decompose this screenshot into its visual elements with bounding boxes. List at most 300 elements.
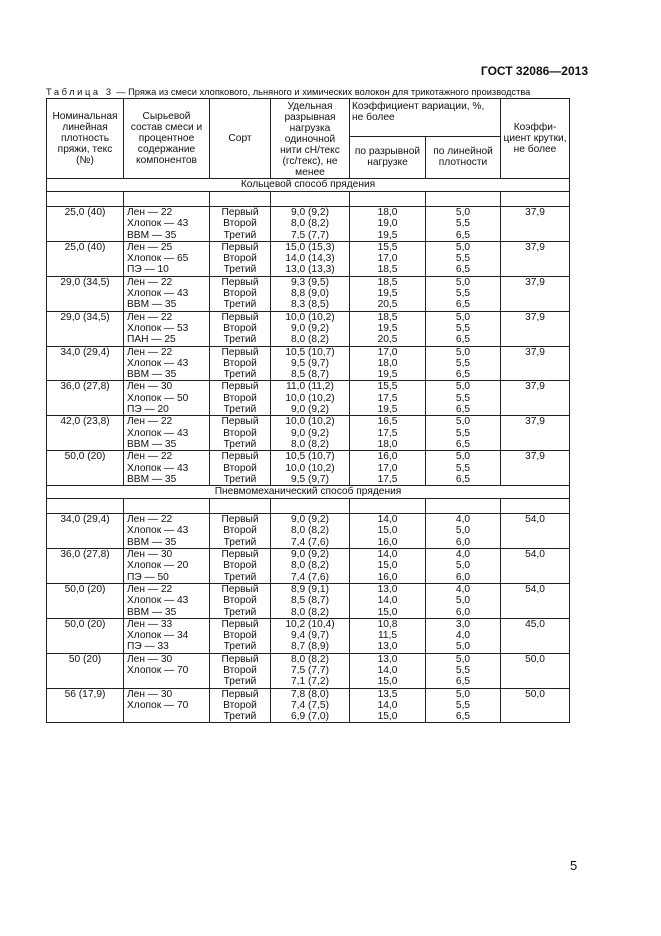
table-row [47,688,570,723]
var-density-line: 5,5 [455,322,471,334]
composition-line: ПЭ — 20 [127,404,169,416]
grade-line: Второй [223,664,257,676]
load-line: 9,0 (9,2) [291,427,329,439]
var-load-line: 15,5 [377,241,398,253]
table-row [47,451,570,486]
twist-cell: 50,0 [501,653,570,688]
composition-line: Лен — 22 [127,311,173,323]
density-cell: 42,0 (23,8) [47,416,124,451]
table-row [47,583,570,618]
var-density-cell [426,416,501,451]
load-cell [271,207,350,242]
var-density-line: 5,0 [455,653,471,665]
var-density-cell [426,451,501,486]
twist-cell: 54,0 [501,549,570,584]
var-density-line: 6,5 [455,473,471,485]
load-line: 8,0 (8,2) [291,653,329,665]
table-row [47,346,570,381]
load-line: 7,4 (7,6) [291,536,329,548]
grade-cell [210,241,271,276]
var-density-line: 5,0 [455,381,471,393]
grade-line: Второй [223,392,257,404]
load-line: 10,5 (10,7) [285,346,335,358]
composition-cell [124,514,210,549]
load-line: 9,0 (9,2) [291,207,329,218]
var-load-line: 15,0 [377,560,398,572]
composition-line: Хлопок — 34 [127,630,189,642]
load-line: 10,2 (10,4) [285,618,335,630]
yarn-table [46,98,570,723]
composition-line: Хлопок — 53 [127,322,189,334]
grade-cell [210,451,271,486]
var-density-line: 5,0 [455,525,471,537]
grade-line: Третий [223,404,257,416]
grade-line: Второй [223,253,257,265]
load-line: 10,5 (10,7) [285,451,335,463]
var-load-cell [350,381,426,416]
composition-cell [124,583,210,618]
var-density-cell [426,276,501,311]
grade-line: Первый [221,451,259,463]
grade-line: Первый [221,346,259,358]
composition-line: ВВМ — 35 [127,299,177,311]
var-load-line: 14,0 [377,664,398,676]
spacer-cell [501,192,570,207]
grade-line: Первый [221,583,259,595]
spacer-row [47,499,570,514]
twist-cell: 37,9 [501,346,570,381]
composition-line: Лен — 22 [127,416,173,428]
composition-cell [124,653,210,688]
composition-line: Лен — 22 [127,276,173,288]
composition-line: ВВМ — 35 [127,473,177,485]
var-density-cell [426,311,501,346]
twist-cell: 37,9 [501,207,570,242]
load-line: 9,5 (9,7) [291,473,329,485]
load-cell [271,514,350,549]
header-grade: Сорт [210,99,271,179]
var-load-cell [350,241,426,276]
var-load-line: 16,5 [377,416,398,428]
load-cell [271,276,350,311]
table-caption-text: — Пряжа из смеси хлопкового, льняного и химических волокон для трикотажного производства [113,87,531,97]
grade-cell [210,514,271,549]
var-load-line: 16,0 [377,536,398,548]
var-density-line: 3,0 [455,618,471,630]
var-density-line: 5,0 [455,346,471,358]
table-body [47,179,570,723]
var-density-line: 6,0 [455,536,471,548]
var-density-line: 5,0 [455,207,471,218]
var-density-line: 6,0 [455,571,471,583]
var-load-line: 19,5 [377,404,398,416]
load-cell [271,688,350,723]
var-load-cell [350,311,426,346]
var-density-line: 5,5 [455,218,471,230]
grade-line: Второй [223,699,257,711]
grade-line: Второй [223,322,257,334]
composition-line: Хлопок — 20 [127,560,189,572]
composition-line: Лен — 33 [127,618,173,630]
load-line: 7,5 (7,7) [291,664,329,676]
header-twist: Коэффи- циент крутки, не более [501,99,570,179]
spacer-cell [426,192,501,207]
spacer-row [47,192,570,207]
var-load-line: 18,0 [377,207,398,218]
grade-line: Первый [221,618,259,630]
composition-line: Хлопок — 43 [127,357,189,369]
load-line: 9,0 (9,2) [291,322,329,334]
table-row [47,207,570,242]
grade-line: Третий [223,299,257,311]
grade-cell [210,311,271,346]
composition-cell [124,416,210,451]
composition-line: Лен — 30 [127,549,173,561]
var-load-cell [350,618,426,653]
var-load-cell [350,514,426,549]
var-load-line: 14,0 [377,699,398,711]
var-density-line: 5,0 [455,311,471,323]
spacer-cell [501,499,570,514]
var-density-line: 4,0 [455,514,471,526]
var-load-line: 17,5 [377,427,398,439]
var-load-line: 15,0 [377,711,398,723]
var-density-line: 5,0 [455,641,471,653]
var-density-cell [426,514,501,549]
var-density-line: 5,5 [455,253,471,265]
composition-line: Лен — 30 [127,381,173,393]
var-density-cell [426,207,501,242]
load-line: 8,0 (8,2) [291,438,329,450]
density-cell: 25,0 (40) [47,241,124,276]
composition-line: Хлопок — 70 [127,664,189,676]
composition-cell [124,207,210,242]
composition-line: ВВМ — 35 [127,606,177,618]
twist-cell: 54,0 [501,583,570,618]
grade-line: Второй [223,630,257,642]
density-cell: 36,0 (27,8) [47,381,124,416]
load-line: 7,1 (7,2) [291,676,329,688]
load-cell [271,549,350,584]
document-code: ГОСТ 32086—2013 [480,64,588,78]
grade-line: Первый [221,276,259,288]
composition-line: Хлопок — 43 [127,525,189,537]
grade-cell [210,381,271,416]
var-load-line: 19,5 [377,369,398,381]
composition-line: Хлопок — 43 [127,595,189,607]
grade-line: Третий [223,369,257,381]
load-line: 9,0 (9,2) [291,404,329,416]
grade-cell [210,416,271,451]
grade-cell [210,346,271,381]
load-line: 8,0 (8,2) [291,560,329,572]
var-load-line: 20,5 [377,299,398,311]
grade-cell [210,549,271,584]
grade-line: Третий [223,473,257,485]
table-caption-label: Таблица 3 [46,87,114,97]
header-load: Удельная разрывная нагрузка одиночной нити сН/текс (гс/текс), не менее [271,99,350,179]
var-density-cell [426,241,501,276]
density-cell: 29,0 (34,5) [47,311,124,346]
composition-line: Хлопок — 50 [127,392,189,404]
var-density-line: 5,5 [455,427,471,439]
composition-line: Лен — 30 [127,653,173,665]
var-density-line: 5,0 [455,595,471,607]
density-cell: 36,0 (27,8) [47,549,124,584]
load-line: 8,5 (8,7) [291,595,329,607]
composition-line: Хлопок — 70 [127,699,189,711]
density-cell: 56 (17,9) [47,688,124,723]
load-line: 9,4 (9,7) [291,630,329,642]
var-load-cell [350,688,426,723]
var-density-cell [426,549,501,584]
var-load-cell [350,207,426,242]
var-load-line: 17,5 [377,392,398,404]
load-line: 8,0 (8,2) [291,334,329,346]
grade-line: Первый [221,653,259,665]
var-load-cell [350,653,426,688]
var-load-line: 19,0 [377,218,398,230]
grade-line: Второй [223,218,257,230]
composition-line: ВВМ — 35 [127,536,177,548]
grade-line: Первый [221,688,259,700]
var-density-line: 5,0 [455,688,471,700]
composition-line: ПЭ — 33 [127,641,169,653]
grade-line: Первый [221,514,259,526]
var-load-cell [350,346,426,381]
composition-line: Хлопок — 43 [127,218,189,230]
composition-line: Хлопок — 43 [127,288,189,300]
var-density-line: 6,5 [455,404,471,416]
spacer-cell [350,499,426,514]
twist-cell: 37,9 [501,241,570,276]
var-density-cell [426,346,501,381]
load-line: 7,4 (7,6) [291,571,329,583]
load-line: 8,0 (8,2) [291,218,329,230]
grade-line: Третий [223,641,257,653]
section-header-row [47,486,570,499]
twist-cell: 37,9 [501,416,570,451]
var-load-cell [350,276,426,311]
grade-line: Третий [223,264,257,276]
var-load-line: 19,5 [377,322,398,334]
density-cell: 29,0 (34,5) [47,276,124,311]
grade-line: Первый [221,241,259,253]
var-load-line: 13,0 [377,653,398,665]
grade-line: Третий [223,606,257,618]
var-density-line: 5,5 [455,357,471,369]
table-row [47,276,570,311]
var-density-line: 5,0 [455,276,471,288]
twist-cell: 37,9 [501,381,570,416]
twist-cell: 54,0 [501,514,570,549]
grade-cell [210,688,271,723]
load-line: 8,0 (8,2) [291,606,329,618]
grade-line: Первый [221,381,259,393]
var-density-line: 5,0 [455,451,471,463]
composition-cell [124,451,210,486]
twist-cell: 45,0 [501,618,570,653]
grade-line: Второй [223,595,257,607]
var-load-line: 15,0 [377,525,398,537]
composition-cell [124,241,210,276]
spacer-cell [124,192,210,207]
load-cell [271,346,350,381]
var-load-line: 17,0 [377,346,398,358]
var-density-line: 5,0 [455,560,471,572]
table-row [47,514,570,549]
var-load-line: 18,5 [377,264,398,276]
twist-cell: 37,9 [501,311,570,346]
var-load-line: 13,0 [377,583,398,595]
var-density-line: 4,0 [455,583,471,595]
grade-line: Третий [223,676,257,688]
composition-cell [124,618,210,653]
var-load-line: 16,0 [377,571,398,583]
load-cell [271,618,350,653]
grade-line: Третий [223,711,257,723]
var-density-line: 6,0 [455,606,471,618]
var-load-line: 20,5 [377,334,398,346]
grade-line: Первый [221,207,259,218]
var-density-cell [426,653,501,688]
section-title: Кольцевой способ прядения [47,179,570,192]
header-var-density: по линейной плотности [426,136,501,178]
grade-cell [210,653,271,688]
table-row [47,241,570,276]
density-cell: 34,0 (29,4) [47,346,124,381]
var-load-line: 17,0 [377,253,398,265]
spacer-cell [124,499,210,514]
load-cell [271,311,350,346]
grade-line: Второй [223,525,257,537]
composition-line: ПАН — 25 [127,334,176,346]
grade-line: Второй [223,357,257,369]
load-cell [271,583,350,618]
load-line: 9,5 (9,7) [291,357,329,369]
composition-line: Лен — 30 [127,688,173,700]
var-density-cell [426,688,501,723]
var-density-line: 5,0 [455,241,471,253]
load-line: 13,0 (13,3) [285,264,335,276]
composition-cell [124,346,210,381]
table-row [47,311,570,346]
grade-line: Второй [223,462,257,474]
composition-line: Лен — 22 [127,514,173,526]
load-line: 9,3 (9,5) [291,276,329,288]
load-cell [271,451,350,486]
header-density: Номинальная линейная плотность пряжи, текс (№) [47,99,124,179]
spacer-cell [271,499,350,514]
grade-line: Третий [223,334,257,346]
var-density-line: 5,5 [455,392,471,404]
load-line: 8,8 (9,0) [291,288,329,300]
var-load-line: 17,5 [377,473,398,485]
var-density-cell [426,618,501,653]
spacer-cell [426,499,501,514]
load-line: 11,0 (11,2) [286,381,334,393]
composition-line: ПЭ — 50 [127,571,169,583]
var-load-line: 18,5 [377,276,398,288]
composition-line: Лен — 22 [127,207,173,218]
load-line: 10,0 (10,2) [285,392,335,404]
load-line: 14,0 (14,3) [285,253,335,265]
load-line: 9,0 (9,2) [291,514,329,526]
header-composition: Сырьевой состав смеси и процентное содержание компонентов [124,99,210,179]
composition-cell [124,276,210,311]
var-load-line: 11,5 [377,630,398,642]
var-load-line: 15,0 [377,606,398,618]
grade-cell [210,207,271,242]
density-cell: 25,0 (40) [47,207,124,242]
table-row [47,549,570,584]
load-line: 8,5 (8,7) [291,369,329,381]
composition-line: ВВМ — 35 [127,229,177,241]
var-load-line: 15,5 [377,381,398,393]
grade-line: Первый [221,311,259,323]
spacer-cell [210,192,271,207]
section-header-row [47,179,570,192]
load-cell [271,416,350,451]
var-load-cell [350,416,426,451]
grade-line: Второй [223,560,257,572]
var-density-line: 6,5 [455,264,471,276]
section-title: Пневмомеханический способ прядения [47,486,570,499]
density-cell: 50,0 (20) [47,583,124,618]
load-line: 7,8 (8,0) [291,688,329,700]
grade-line: Второй [223,427,257,439]
load-line: 7,5 (7,7) [291,229,329,241]
grade-cell [210,583,271,618]
load-line: 15,0 (15,3) [285,241,335,253]
load-cell [271,241,350,276]
load-line: 6,9 (7,0) [291,711,329,723]
spacer-cell [47,192,124,207]
grade-line: Третий [223,536,257,548]
table-row [47,618,570,653]
header-var-load: по разрывной нагрузке [350,136,426,178]
table-row [47,381,570,416]
var-density-line: 4,0 [455,630,471,642]
var-load-line: 18,0 [377,438,398,450]
composition-line: ВВМ — 35 [127,438,177,450]
density-cell: 34,0 (29,4) [47,514,124,549]
var-density-line: 6,5 [455,676,471,688]
grade-line: Третий [223,438,257,450]
load-line: 10,0 (10,2) [285,416,335,428]
spacer-cell [210,499,271,514]
header-variation: Коэффициент вариации, %, не более [350,99,501,137]
load-line: 9,0 (9,2) [291,549,329,561]
composition-line: Лен — 22 [127,583,173,595]
composition-cell [124,688,210,723]
composition-cell [124,381,210,416]
load-cell [271,381,350,416]
var-density-line: 5,5 [455,699,471,711]
spacer-cell [271,192,350,207]
var-density-line: 5,5 [455,462,471,474]
var-load-cell [350,549,426,584]
var-density-line: 5,0 [455,416,471,428]
var-load-line: 18,0 [377,357,398,369]
density-cell: 50,0 (20) [47,451,124,486]
load-line: 10,0 (10,2) [285,311,335,323]
spacer-cell [350,192,426,207]
var-load-line: 16,0 [377,451,398,463]
load-line: 8,7 (8,9) [291,641,329,653]
load-line: 10,0 (10,2) [285,462,335,474]
spacer-cell [47,499,124,514]
